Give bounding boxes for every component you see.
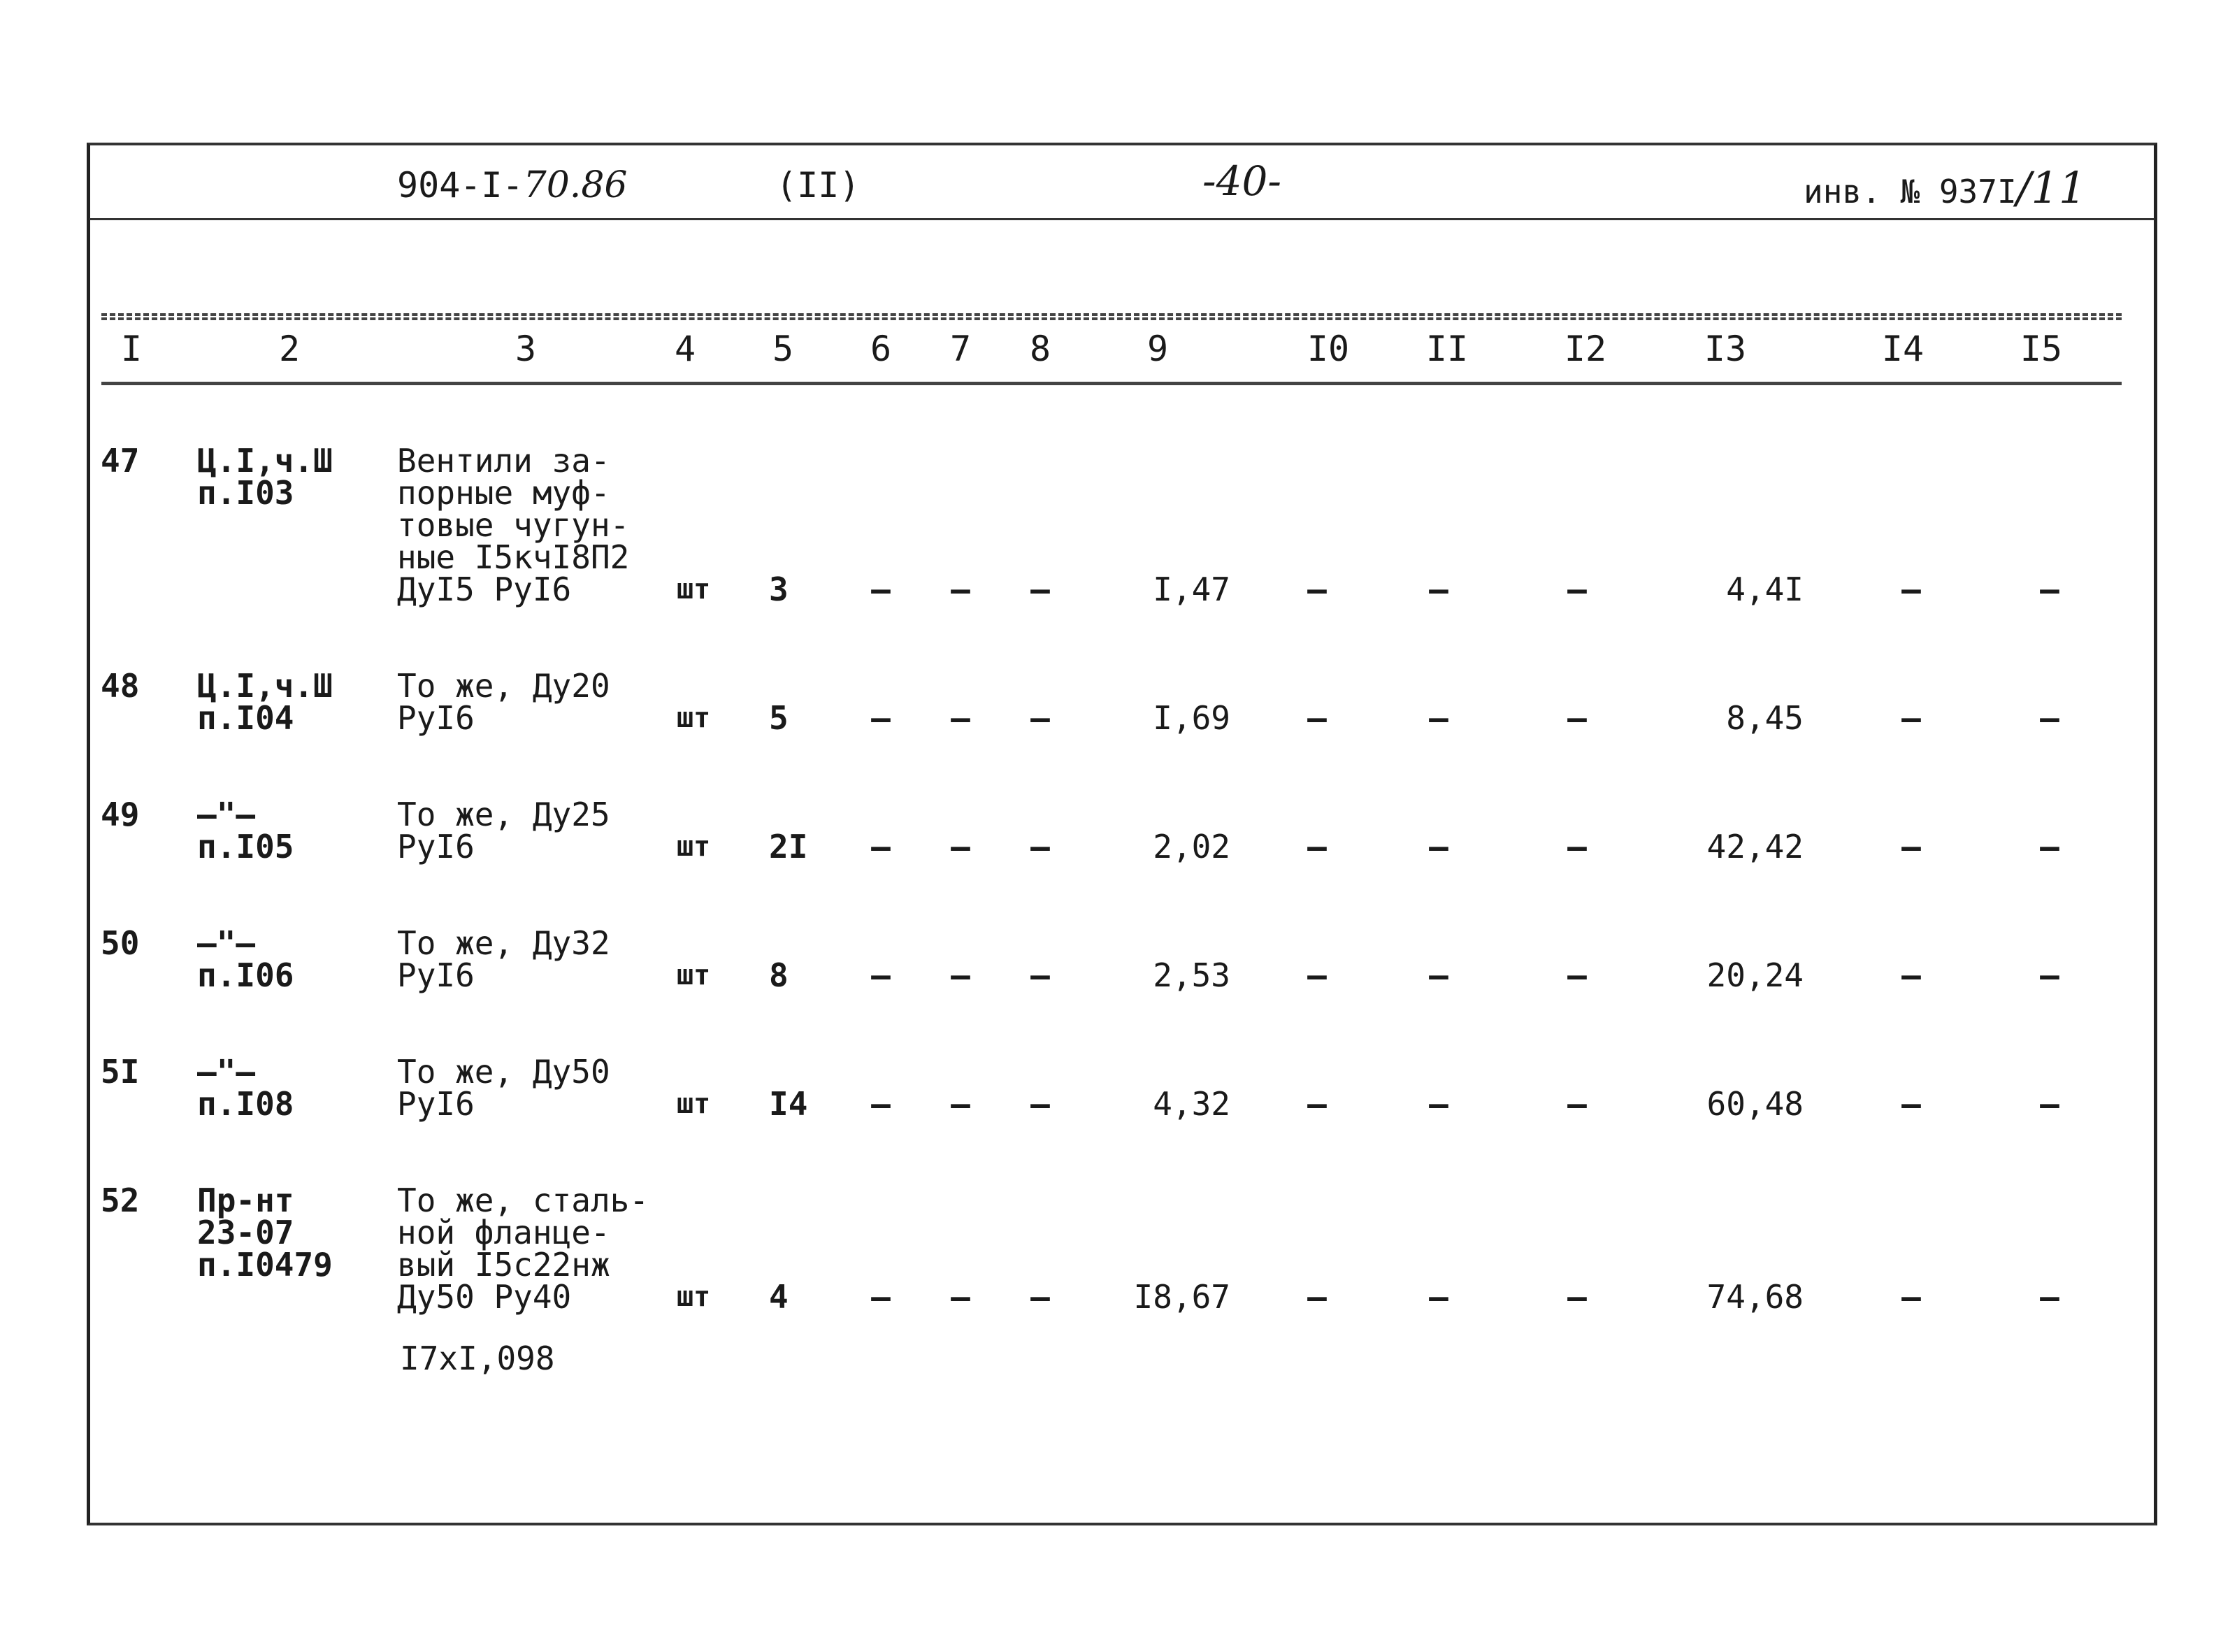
row-unit-price: 2,02 (1153, 828, 1230, 865)
page-number: -40- (1202, 157, 1281, 205)
column-number-14: I4 (1881, 329, 1925, 369)
row-unit-price: I8,67 (1133, 1278, 1230, 1316)
row-quantity: I4 (769, 1085, 808, 1123)
row-col8: – (1030, 1085, 1050, 1123)
row-col6: – (871, 1278, 891, 1316)
column-number-11: II (1425, 329, 1469, 369)
row-total: 42,42 (1706, 828, 1804, 865)
row-description-line: То же, Ду20 (397, 667, 610, 705)
row-col14: – (1901, 1278, 1921, 1316)
row-reference-line: –"– (197, 796, 256, 833)
row-description-line: ДуI5 РуI6 (397, 570, 572, 608)
row-col10: – (1307, 1085, 1327, 1123)
row-description-line: То же, Ду50 (397, 1053, 610, 1091)
column-number-15: I5 (2020, 329, 2063, 369)
column-number-1: I (120, 329, 143, 369)
row-col11: – (1429, 828, 1448, 865)
column-number-8: 8 (1029, 329, 1051, 369)
row-description-line: То же, Ду32 (397, 924, 610, 962)
row-description-line: РуI6 (397, 1085, 475, 1123)
row-col14: – (1901, 828, 1921, 865)
row-unit-price: I,69 (1153, 699, 1230, 737)
row-col6: – (871, 1085, 891, 1123)
row-description-line: То же, Ду25 (397, 796, 610, 833)
row-unit: шт (677, 1088, 711, 1120)
column-number-4: 4 (674, 329, 696, 369)
row-reference-line: –"– (197, 924, 256, 962)
row-total: 8,45 (1726, 699, 1804, 737)
row-col11: – (1429, 1085, 1448, 1123)
row-col6: – (871, 956, 891, 994)
volume-number: (II) (776, 165, 861, 206)
row-unit-price: 2,53 (1153, 956, 1230, 994)
row-description-line: вый I5с22нж (397, 1246, 610, 1284)
row-col15: – (2040, 570, 2059, 608)
column-number-5: 5 (772, 329, 794, 369)
row-total: 60,48 (1706, 1085, 1804, 1123)
row-reference-line: п.I03 (197, 474, 294, 512)
row-unit: шт (677, 702, 711, 734)
row-col15: – (2040, 699, 2059, 737)
inventory-sheet: /11 (2016, 162, 2087, 213)
row-number: 49 (101, 796, 140, 833)
row-description-line: РуI6 (397, 699, 475, 737)
row-col6: – (871, 828, 891, 865)
row-col7: – (951, 828, 970, 865)
row-col11: – (1429, 1278, 1448, 1316)
document-code (397, 164, 628, 206)
column-number-9: 9 (1146, 329, 1169, 369)
row-col12: – (1567, 1278, 1587, 1316)
row-col7: – (951, 1085, 970, 1123)
row-col15: – (2040, 956, 2059, 994)
row-description-line: РуI6 (397, 828, 475, 865)
row-total: 20,24 (1706, 956, 1804, 994)
row-reference-line: п.I06 (197, 956, 294, 994)
inventory-number (1804, 162, 2087, 213)
document-code-printed: 904-I- (397, 165, 524, 206)
row-quantity: 3 (769, 570, 789, 608)
row-col7: – (951, 1278, 970, 1316)
row-number: 52 (101, 1181, 140, 1219)
row-quantity: 4 (769, 1278, 789, 1316)
row-col14: – (1901, 699, 1921, 737)
row-col14: – (1901, 570, 1921, 608)
row-unit-price: I,47 (1153, 570, 1230, 608)
row-reference-line: п.I04 (197, 699, 294, 737)
row-number: 47 (101, 442, 140, 480)
row-unit: шт (677, 1281, 711, 1313)
row-quantity: 5 (769, 699, 789, 737)
row-reference-line: Ц.I,ч.Ш (197, 442, 333, 480)
row-col12: – (1567, 570, 1587, 608)
document-code-handwritten: 70.86 (523, 164, 628, 206)
row-col10: – (1307, 570, 1327, 608)
row-col8: – (1030, 828, 1050, 865)
row-unit: шт (677, 573, 711, 605)
column-number-3: 3 (515, 329, 537, 369)
header-rule (89, 218, 2155, 220)
row-number: 5I (101, 1053, 140, 1091)
row-description-line: ной фланце- (397, 1214, 610, 1251)
row-col10: – (1307, 1278, 1327, 1316)
row-col11: – (1429, 699, 1448, 737)
row-unit: шт (677, 959, 711, 991)
row-col14: – (1901, 1085, 1921, 1123)
row-description-line: То же, сталь- (397, 1181, 649, 1219)
row-col8: – (1030, 1278, 1050, 1316)
row-reference-line: Ц.I,ч.Ш (197, 667, 333, 705)
row-col6: – (871, 570, 891, 608)
column-number-2: 2 (278, 329, 301, 369)
footnote-calculation: I7xI,098 (400, 1339, 555, 1377)
row-reference-line: 23-07 (197, 1214, 294, 1251)
column-number-13: I3 (1704, 329, 1747, 369)
row-reference-line: –"– (197, 1053, 256, 1091)
row-total: 4,4I (1726, 570, 1804, 608)
row-col11: – (1429, 956, 1448, 994)
row-col8: – (1030, 699, 1050, 737)
row-col6: – (871, 699, 891, 737)
row-description-line: товые чугун- (397, 506, 630, 544)
row-col15: – (2040, 828, 2059, 865)
row-col11: – (1429, 570, 1448, 608)
row-col14: – (1901, 956, 1921, 994)
column-number-10: I0 (1307, 329, 1350, 369)
row-col10: – (1307, 699, 1327, 737)
row-unit-price: 4,32 (1153, 1085, 1230, 1123)
row-col8: – (1030, 956, 1050, 994)
row-col10: – (1307, 828, 1327, 865)
row-col7: – (951, 956, 970, 994)
row-col10: – (1307, 956, 1327, 994)
row-quantity: 2I (769, 828, 808, 865)
row-total: 74,68 (1706, 1278, 1804, 1316)
row-reference-line: п.I0479 (197, 1246, 333, 1284)
column-header-bottom-rule (101, 382, 2122, 385)
row-description-line: порные муф- (397, 474, 610, 512)
row-col12: – (1567, 699, 1587, 737)
row-col15: – (2040, 1278, 2059, 1316)
column-number-6: 6 (870, 329, 892, 369)
row-col12: – (1567, 828, 1587, 865)
row-reference-line: п.I05 (197, 828, 294, 865)
row-quantity: 8 (769, 956, 789, 994)
column-number-12: I2 (1564, 329, 1607, 369)
row-col12: – (1567, 1085, 1587, 1123)
column-header-top-rule (101, 313, 2122, 320)
row-reference-line: п.I08 (197, 1085, 294, 1123)
row-col7: – (951, 570, 970, 608)
inventory-label: инв. № 937I (1804, 173, 2017, 210)
row-number: 48 (101, 667, 140, 705)
row-col15: – (2040, 1085, 2059, 1123)
row-description-line: РуI6 (397, 956, 475, 994)
row-col12: – (1567, 956, 1587, 994)
row-reference-line: Пр-нт (197, 1181, 294, 1219)
row-col8: – (1030, 570, 1050, 608)
row-number: 50 (101, 924, 140, 962)
row-col7: – (951, 699, 970, 737)
row-description-line: ные I5кчI8П2 (397, 538, 630, 576)
row-description-line: Вентили за- (397, 442, 610, 480)
row-description-line: Ду50 Ру40 (397, 1278, 572, 1316)
column-number-7: 7 (949, 329, 972, 369)
row-unit: шт (677, 831, 711, 863)
